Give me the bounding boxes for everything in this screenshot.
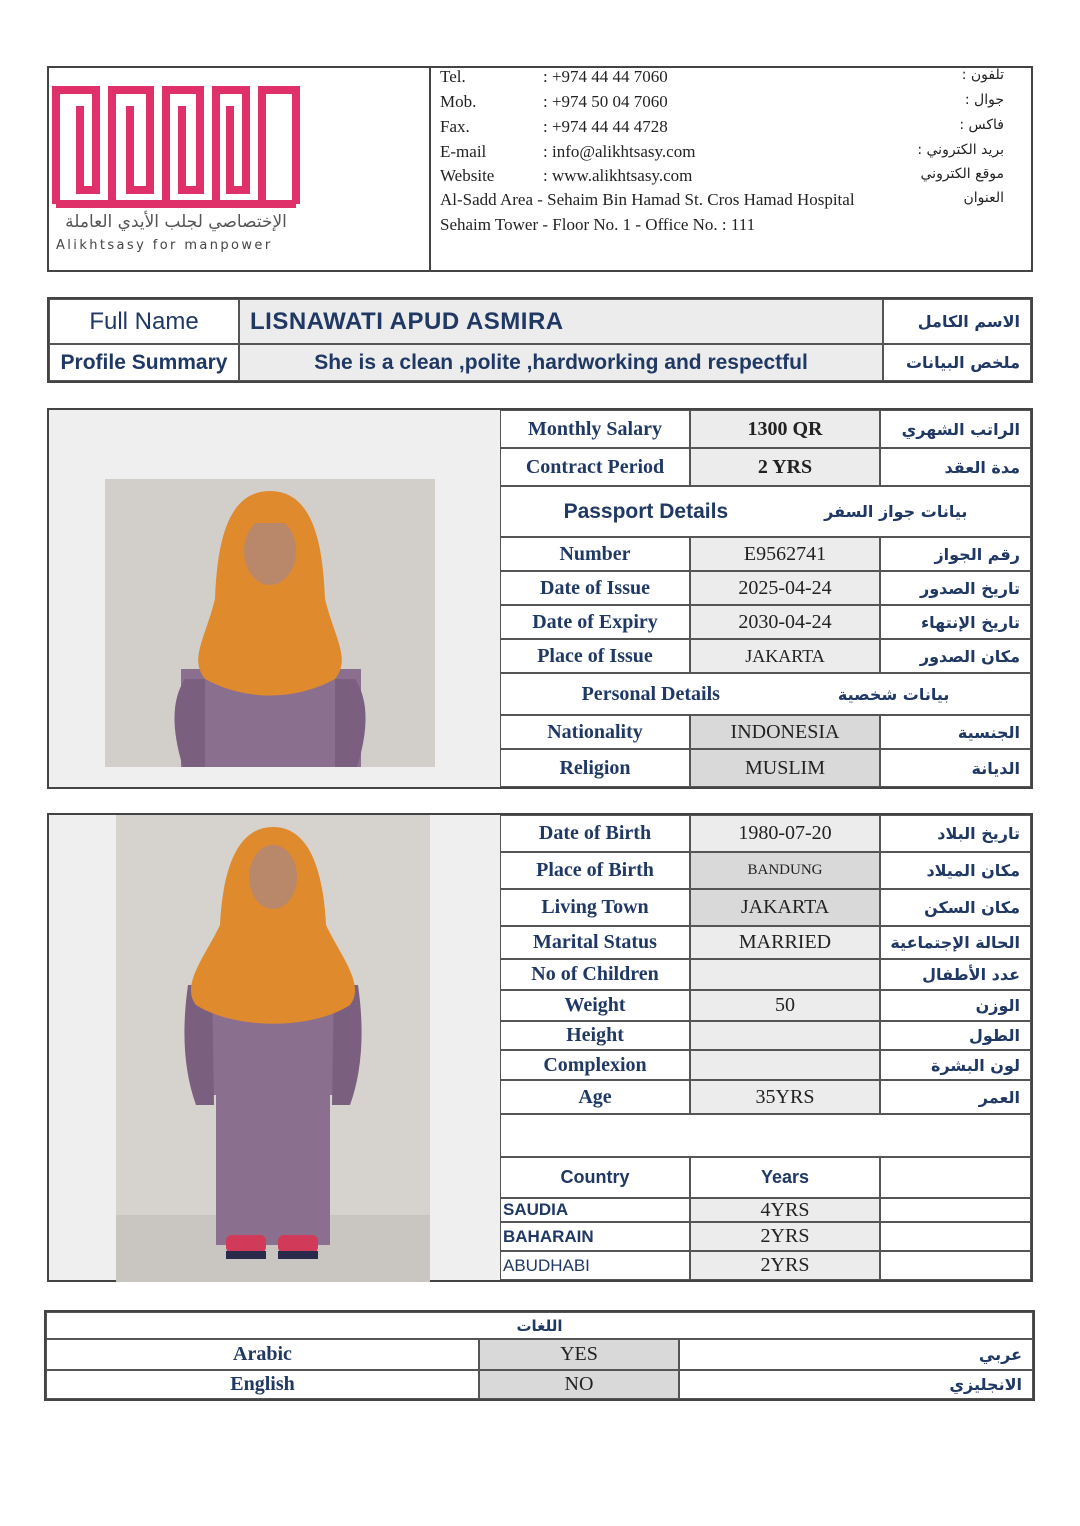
children-label: No of Children xyxy=(500,959,690,990)
weight-ar: الوزن xyxy=(880,990,1031,1021)
monthly-salary-value: 1300 QR xyxy=(690,410,880,448)
marital-status-ar: الحالة الإجتماعية xyxy=(880,926,1031,959)
height-label: Height xyxy=(500,1021,690,1050)
full-name-label: Full Name xyxy=(49,299,239,344)
age-label: Age xyxy=(500,1080,690,1114)
contact-label-tel: Tel. xyxy=(440,67,466,86)
experience-years-1: 4YRS xyxy=(690,1198,880,1222)
experience-years-3: 2YRS xyxy=(690,1251,880,1280)
contact-ar-email: بريد الكتروني : xyxy=(917,142,1004,158)
passport-number-label: Number xyxy=(500,537,690,571)
profile-table xyxy=(47,297,1033,383)
experience-extra-1 xyxy=(880,1198,1031,1222)
contract-period-value: 2 YRS xyxy=(690,448,880,486)
contract-period-label: Contract Period xyxy=(500,448,690,486)
marital-status-label: Marital Status xyxy=(500,926,690,959)
expiry-date-label: Date of Expiry xyxy=(500,605,690,639)
religion-label: Religion xyxy=(500,749,690,787)
experience-country-3: ABUDHABI xyxy=(500,1251,690,1280)
height-ar: الطول xyxy=(880,1021,1031,1050)
passport-number-ar: رقم الجواز xyxy=(880,537,1031,571)
issue-date-value: 2025-04-24 xyxy=(690,571,880,605)
experience-country-2: BAHARAIN xyxy=(500,1222,690,1251)
candidate-photo-full xyxy=(116,815,430,1282)
passport-details-header xyxy=(500,486,1031,537)
contact-label-fax: Fax. xyxy=(440,117,470,136)
age-value: 35YRS xyxy=(690,1080,880,1114)
experience-extra-3 xyxy=(880,1251,1031,1280)
dob-value: 1980-07-20 xyxy=(690,815,880,852)
contact-ar-website: موقع الكتروني xyxy=(920,166,1004,182)
languages-header: اللغات xyxy=(46,1312,1033,1339)
height-value xyxy=(690,1021,880,1050)
experience-years-header: Years xyxy=(690,1157,880,1198)
weight-label: Weight xyxy=(500,990,690,1021)
candidate-photo-portrait xyxy=(105,479,435,767)
nationality-ar: الجنسية xyxy=(880,715,1031,749)
company-logo xyxy=(50,80,306,260)
passport-number-value: E9562741 xyxy=(690,537,880,571)
religion-ar: الديانة xyxy=(880,749,1031,787)
pob-value: BANDUNG xyxy=(690,852,880,889)
contact-value-website[interactable]: : www.alikhtsasy.com xyxy=(543,166,693,185)
age-ar: العمر xyxy=(880,1080,1031,1114)
contact-label-mob: Mob. xyxy=(440,92,477,111)
monthly-salary-ar: الراتب الشهري xyxy=(880,410,1031,448)
nationality-value: INDONESIA xyxy=(690,715,880,749)
complexion-label: Complexion xyxy=(500,1050,690,1080)
contact-ar-fax: فاكس : xyxy=(959,117,1004,133)
personal-details-title: Personal Details xyxy=(581,682,720,705)
address-ar: العنوان xyxy=(963,190,1004,206)
issue-place-ar: مكان الصدور xyxy=(880,639,1031,673)
arabic-value: YES xyxy=(479,1339,679,1370)
english-label: English xyxy=(46,1370,479,1399)
children-value xyxy=(690,959,880,990)
profile-summary-value: She is a clean ,polite ,hardworking and respectful xyxy=(239,344,883,381)
person-full-body-icon xyxy=(116,815,430,1282)
full-name-ar: الاسم الكامل xyxy=(883,299,1031,344)
experience-extra-2 xyxy=(880,1222,1031,1251)
complexion-value xyxy=(690,1050,880,1080)
english-value: NO xyxy=(479,1370,679,1399)
weight-value: 50 xyxy=(690,990,880,1021)
dob-label: Date of Birth xyxy=(500,815,690,852)
header-divider xyxy=(429,68,431,270)
full-name-value: LISNAWATI APUD ASMIRA xyxy=(239,299,883,344)
contact-ar-mob: جوال : xyxy=(964,92,1004,108)
experience-country-header: Country xyxy=(500,1157,690,1198)
address-line-1: Al-Sadd Area - Sehaim Bin Hamad St. Cros Hamad Hospital xyxy=(440,190,855,209)
blank-row xyxy=(500,1114,1031,1157)
address-line-2: Sehaim Tower - Floor No. 1 - Office No. : 111 xyxy=(440,215,756,234)
contract-period-ar: مدة العقد xyxy=(880,448,1031,486)
complexion-ar: لون البشرة xyxy=(880,1050,1031,1080)
issue-place-value: JAKARTA xyxy=(690,639,880,673)
logo-english-text: Alikhtsasy for manpower xyxy=(56,238,273,253)
english-ar: الانجليزي xyxy=(679,1370,1033,1399)
logo-arabic-text: الإختصاصي لجلب الأيدي العاملة xyxy=(65,212,287,232)
contact-ar-tel: تلفون : xyxy=(961,67,1004,83)
arabic-ar: عربي xyxy=(679,1339,1033,1370)
contact-label-email: E-mail xyxy=(440,142,487,161)
expiry-date-value: 2030-04-24 xyxy=(690,605,880,639)
passport-details-title-ar: بيانات جواز السفر xyxy=(824,502,968,521)
personal-details-title-ar: بيانات شخصية xyxy=(837,684,950,704)
living-town-ar: مكان السكن xyxy=(880,889,1031,926)
monthly-salary-label: Monthly Salary xyxy=(500,410,690,448)
contact-label-website: Website xyxy=(440,166,495,185)
pob-label: Place of Birth xyxy=(500,852,690,889)
expiry-date-ar: تاريخ الإنتهاء xyxy=(880,605,1031,639)
nationality-label: Nationality xyxy=(500,715,690,749)
pob-ar: مكان الميلاد xyxy=(880,852,1031,889)
religion-value: MUSLIM xyxy=(690,749,880,787)
issue-date-label: Date of Issue xyxy=(500,571,690,605)
logo-mark-icon xyxy=(50,80,306,210)
contact-value-tel: : +974 44 44 7060 xyxy=(543,67,668,86)
passport-details-title: Passport Details xyxy=(563,499,729,523)
dob-ar: تاريخ البلاد xyxy=(880,815,1031,852)
marital-status-value: MARRIED xyxy=(690,926,880,959)
person-portrait-icon xyxy=(105,479,435,767)
experience-country-1: SAUDIA xyxy=(500,1198,690,1222)
living-town-label: Living Town xyxy=(500,889,690,926)
profile-summary-label: Profile Summary xyxy=(49,344,239,381)
contact-value-email[interactable]: : info@alikhtsasy.com xyxy=(543,142,696,161)
experience-years-2: 2YRS xyxy=(690,1222,880,1251)
profile-summary-ar: ملخص البيانات xyxy=(883,344,1031,381)
children-ar: عدد الأطفال xyxy=(880,959,1031,990)
issue-date-ar: تاريخ الصدور xyxy=(880,571,1031,605)
contact-value-mob: : +974 50 04 7060 xyxy=(543,92,668,111)
issue-place-label: Place of Issue xyxy=(500,639,690,673)
experience-blank-header xyxy=(880,1157,1031,1198)
living-town-value: JAKARTA xyxy=(690,889,880,926)
arabic-label: Arabic xyxy=(46,1339,479,1370)
contact-value-fax: : +974 44 44 4728 xyxy=(543,117,668,136)
personal-details-header xyxy=(500,673,1031,715)
